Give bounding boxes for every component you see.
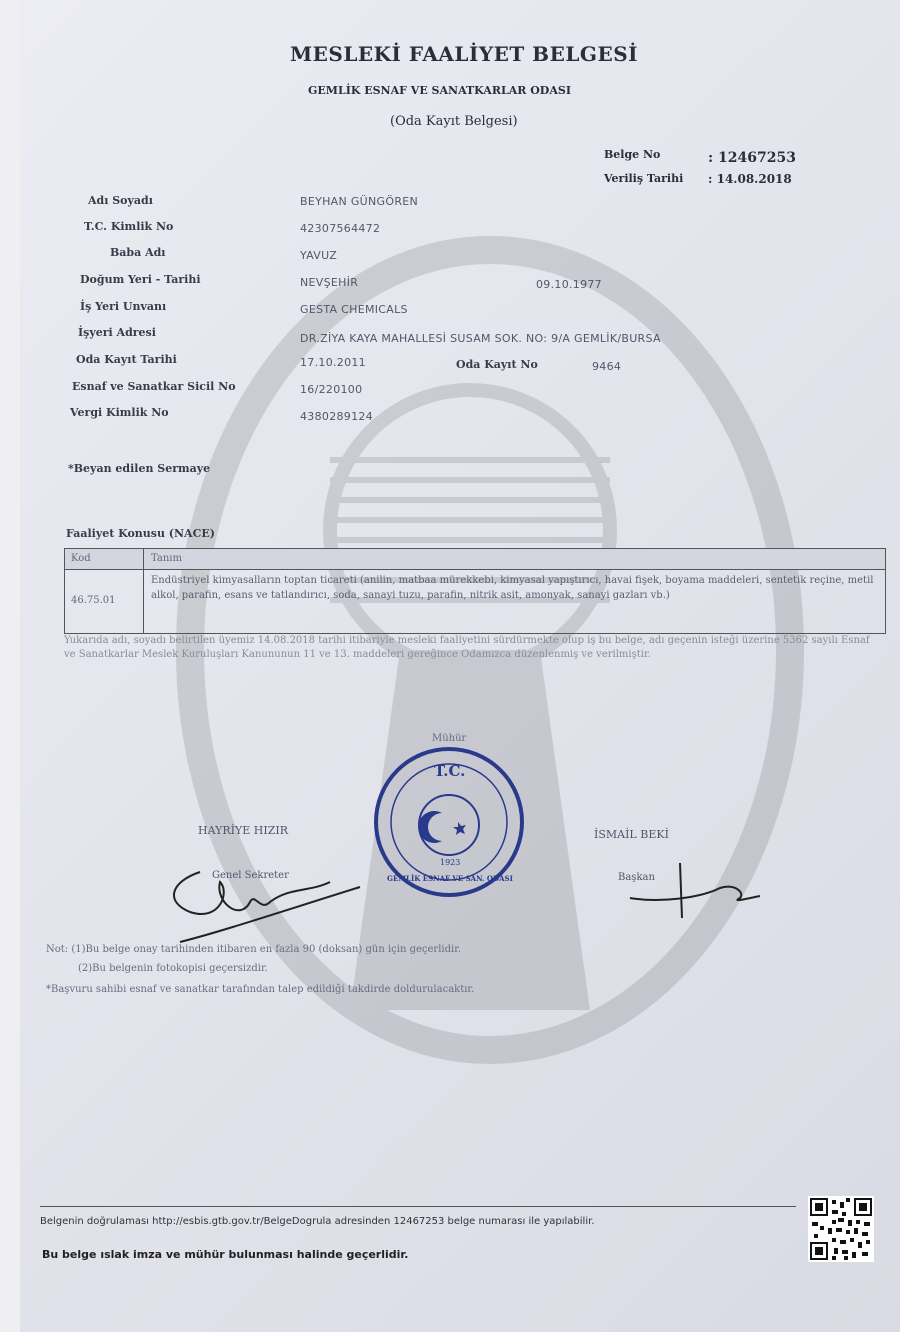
tc-kimlik-label: T.C. Kimlik No [84, 220, 174, 233]
organization-name: GEMLİK ESNAF VE SANATKARLAR ODASI [308, 84, 571, 97]
faaliyet-konusu-label: Faaliyet Konusu (NACE) [66, 527, 215, 540]
verilis-tarihi-value: : 14.08.2018 [708, 172, 792, 186]
sicil-no-label: Esnaf ve Sanatkar Sicil No [72, 380, 236, 393]
seal-ring-text: GEMLİK ESNAF VE SAN. ODASI [387, 874, 513, 883]
note-1: Not: (1)Bu belge onay tarihinden itibaren en fazla 90 (doksan) gün için geçerlidir. [46, 944, 462, 955]
validity-text: Bu belge ıslak imza ve mühür bulunması halinde geçerlidir. [42, 1248, 409, 1261]
nace-kod-value: 46.75.01 [71, 595, 116, 606]
adi-soyadi-value: BEYHAN GÜNGÖREN [300, 195, 419, 208]
dogum-yeri-value: NEVŞEHİR [300, 276, 359, 289]
oda-kayit-tarihi-label: Oda Kayıt Tarihi [76, 353, 177, 366]
left-signatory-title: Genel Sekreter [212, 870, 289, 881]
right-signatory-title: Başkan [618, 872, 655, 883]
statement-paragraph: Yukarıda adı, soyadı belirtilen üyemiz 14.08.2018 tarihi itibariyle mesleki faaliyetini sürdürmekte olup iş bu belge, adı geçenin isteği üzerine 5362 sayılı Esnaf ve Sanatkarlar Meslek Kuruluşları Kanununun 11 ve 13. maddeleri gereğince Odamızca düzenlenmiş ve verilmiştir. [64, 635, 870, 660]
sicil-no-value: 16/220100 [300, 383, 363, 396]
col-tanim-header: Tanım [151, 553, 182, 564]
vergi-no-label: Vergi Kimlik No [70, 406, 169, 419]
footer-divider [40, 1206, 796, 1207]
left-signature [160, 862, 370, 957]
document-title: MESLEKİ FAALİYET BELGESİ [290, 42, 639, 66]
isyeri-adres-value: DR.ZİYA KAYA MAHALLESİ SUSAM SOK. NO: 9/A GEMLİK/BURSA [300, 332, 661, 345]
vergi-no-value: 4380289124 [300, 410, 373, 423]
activity-table [64, 548, 886, 634]
baba-adi-value: YAVUZ [300, 249, 338, 262]
scan-edge [0, 0, 20, 1332]
oda-kayit-no-value: 9464 [592, 360, 622, 373]
tc-kimlik-value: 42307564472 [300, 222, 381, 235]
dogum-tarihi-value: 09.10.1977 [536, 278, 602, 291]
qr-code [808, 1196, 874, 1262]
isyeri-adres-label: İşyeri Adresi [78, 326, 156, 339]
seal-center-text: T.C. [434, 762, 466, 780]
verilis-tarihi-label: Veriliş Tarihi [604, 172, 684, 185]
oda-kayit-no-label: Oda Kayıt No [456, 358, 538, 371]
left-signatory-name: HAYRİYE HIZIR [198, 824, 288, 837]
verification-text: Belgenin doğrulaması http://esbis.gtb.gov.tr/BelgeDogrula adresinden 12467253 belge numarası ile yapılabilir. [40, 1216, 595, 1227]
note-3: *Başvuru sahibi esnaf ve sanatkar tarafından talep edildiği takdirde doldurulacaktır. [46, 984, 475, 995]
adi-soyadi-label: Adı Soyadı [88, 194, 153, 207]
baba-adi-label: Baba Adı [110, 246, 166, 259]
nace-tanim-value: Endüstriyel kimyasalların toptan ticareti (anilin, matbaa mürekkebi, kimyasal yapıştırıcı, havai fişek, boyama maddeleri, sentetik reçine, metil alkol, parafin, esans ve tatlandırıcı, soda, sanayi tuzu, parafin, nitrik asit, amonyak, sanayi gazları vb.) [151, 575, 874, 601]
muhur-label: Mühür [432, 733, 467, 744]
isyeri-unvan-value: GESTA CHEMICALS [300, 303, 408, 316]
note-2: (2)Bu belgenin fotokopisi geçersizdir. [78, 963, 268, 974]
sermaye-label: *Beyan edilen Sermaye [68, 462, 211, 475]
isyeri-unvan-label: İş Yeri Unvanı [80, 300, 167, 313]
seal-year: 1923 [440, 858, 461, 867]
table-header [65, 549, 885, 570]
belge-no-value: : 12467253 [708, 150, 796, 166]
belge-no-label: Belge No [604, 148, 661, 161]
oda-kayit-tarihi-value: 17.10.2011 [300, 356, 366, 369]
col-kod-header: Kod [71, 553, 91, 564]
dogum-label: Doğum Yeri - Tarihi [80, 273, 201, 286]
table-divider [143, 549, 144, 633]
document-subtitle: (Oda Kayıt Belgesi) [390, 114, 518, 129]
right-signature [620, 858, 770, 928]
document-page [20, 0, 900, 1332]
right-signatory-name: İSMAİL BEKİ [594, 828, 669, 841]
